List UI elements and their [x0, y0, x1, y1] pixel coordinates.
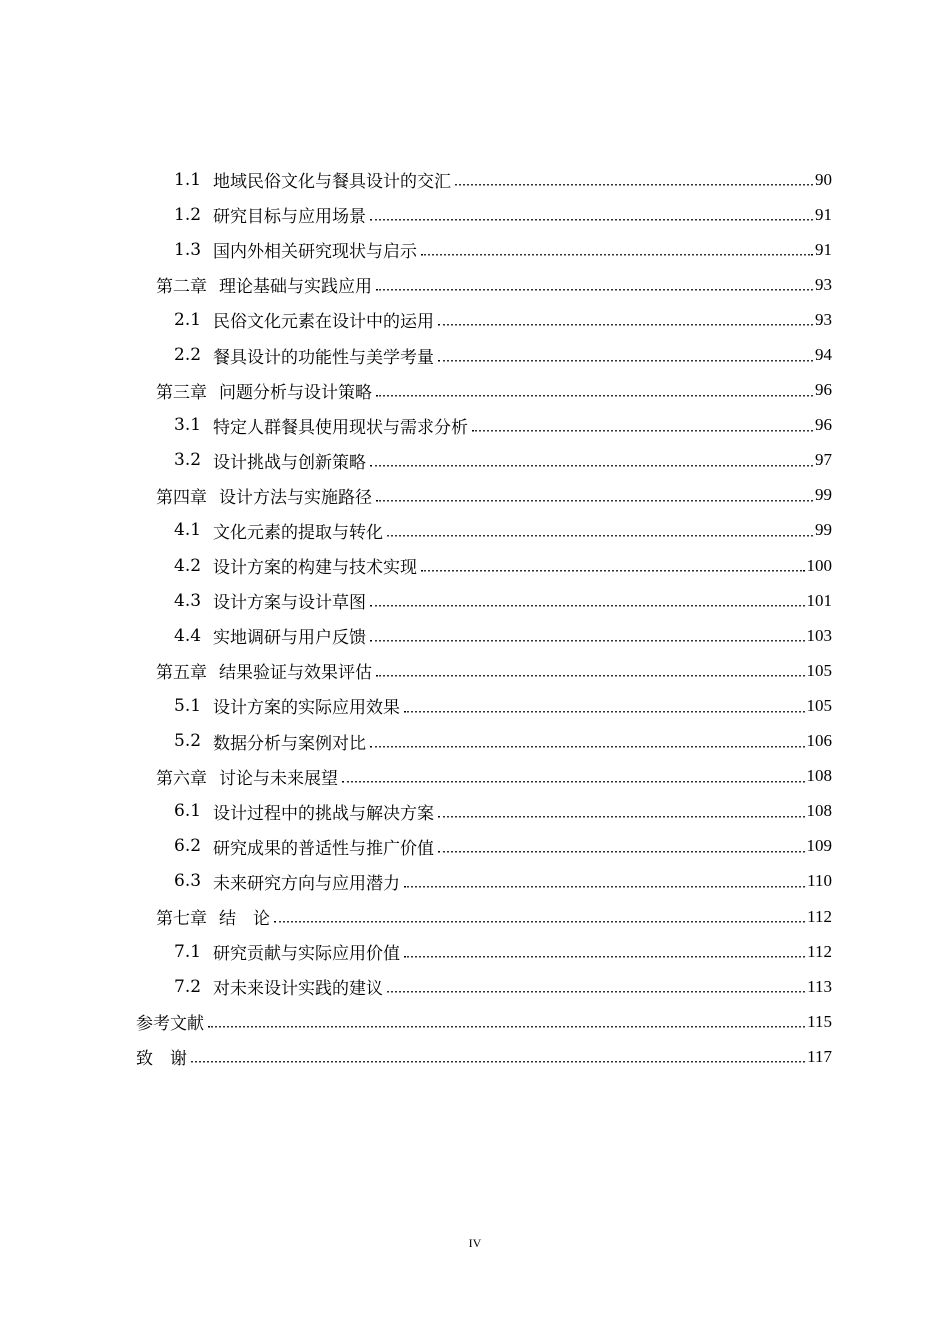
- toc-dot-leader: [404, 956, 805, 958]
- toc-section-entry[interactable]: [0, 829, 950, 864]
- toc-entry-title: 文化元素的提取与转化: [213, 522, 384, 543]
- toc-entry-title: 结 论: [219, 909, 270, 930]
- toc-section-entry[interactable]: [0, 934, 950, 969]
- toc-section-entry[interactable]: [0, 337, 950, 372]
- toc-entry-page: 97: [815, 450, 832, 470]
- toc-entry-page: 96: [815, 415, 832, 435]
- toc-chapter-entry[interactable]: [0, 478, 950, 513]
- toc-entry-page: 109: [806, 836, 832, 856]
- toc-chapter-entry[interactable]: [0, 653, 950, 688]
- toc-entry[interactable]: [0, 1004, 950, 1039]
- toc-entry-page: 99: [815, 485, 832, 505]
- toc-entry-title: 研究目标与应用场景: [213, 207, 367, 228]
- toc-entry-page: 90: [815, 169, 832, 189]
- toc-section-entry[interactable]: [0, 969, 950, 1004]
- toc-entry-number: 4.2: [174, 555, 202, 576]
- toc-dot-leader: [376, 675, 805, 677]
- toc-entry-number: 7.1: [174, 941, 202, 962]
- toc-entry-number: 第六章: [156, 768, 207, 789]
- toc-dot-leader: [370, 605, 804, 607]
- toc-dot-leader: [274, 921, 805, 923]
- toc-entry-number: 4.4: [174, 625, 202, 646]
- toc-entry-title: 特定人群餐具使用现状与需求分析: [213, 417, 469, 438]
- toc-entry-number: 1.2: [174, 204, 202, 225]
- toc-entry-title: 设计方案的构建与技术实现: [213, 558, 418, 579]
- toc-entry-page: 113: [807, 976, 832, 996]
- toc-dot-leader: [472, 429, 813, 431]
- toc-dot-leader: [208, 1026, 805, 1028]
- toc-entry-title: 国内外相关研究现状与启示: [213, 242, 418, 263]
- toc-dot-leader: [438, 850, 804, 852]
- toc-dot-leader: [191, 1061, 805, 1063]
- toc-dot-leader: [370, 219, 813, 221]
- toc-entry-number: 1.3: [174, 239, 202, 260]
- toc-section-entry[interactable]: [0, 688, 950, 723]
- toc-entry-page: 94: [815, 345, 832, 365]
- toc-section-entry[interactable]: [0, 548, 950, 583]
- toc-entry-page: 99: [815, 520, 832, 540]
- toc-entry-title: 参考文献: [136, 1014, 204, 1035]
- toc-entry-number: 第四章: [156, 487, 207, 508]
- toc-section-entry[interactable]: [0, 443, 950, 478]
- toc-entry-number: 第七章: [156, 909, 207, 930]
- toc-entry-number: 1.1: [174, 169, 202, 190]
- toc-entry-page: 93: [815, 309, 832, 329]
- toc-entry-number: 第二章: [156, 277, 207, 298]
- toc-entry-number: 5.2: [174, 731, 202, 752]
- toc-section-entry[interactable]: [0, 302, 950, 337]
- toc-dot-leader: [404, 886, 805, 888]
- toc-entry-page: 110: [807, 871, 832, 891]
- toc-section-entry[interactable]: [0, 513, 950, 548]
- toc-entry-title: 地域民俗文化与餐具设计的交汇: [213, 172, 452, 193]
- toc-entry-number: 6.2: [174, 836, 202, 857]
- toc-entry-title: 设计方法与实施路径: [219, 487, 372, 508]
- toc-entry[interactable]: [0, 1039, 950, 1074]
- toc-entry-title: 问题分析与设计策略: [219, 382, 372, 403]
- toc-dot-leader: [376, 394, 813, 396]
- toc-entry-title: 研究贡献与实际应用价值: [213, 944, 401, 965]
- table-of-contents: [0, 162, 950, 1074]
- toc-section-entry[interactable]: [0, 197, 950, 232]
- toc-section-entry[interactable]: [0, 724, 950, 759]
- toc-entry-page: 117: [807, 1046, 832, 1066]
- toc-entry-number: 第三章: [156, 382, 207, 403]
- toc-entry-title: 民俗文化元素在设计中的运用: [213, 312, 435, 333]
- toc-entry-title: 实地调研与用户反馈: [213, 628, 367, 649]
- toc-entry-page: 112: [807, 941, 832, 961]
- toc-entry-title: 致 谢: [136, 1049, 187, 1070]
- toc-entry-page: 115: [807, 1011, 832, 1031]
- page-number: IV: [468, 1236, 482, 1250]
- toc-entry-title: 研究成果的普适性与推广价值: [213, 838, 435, 859]
- toc-entry-page: 106: [806, 731, 832, 751]
- toc-dot-leader: [370, 640, 804, 642]
- toc-section-entry[interactable]: [0, 583, 950, 618]
- toc-entry-title: 设计方案的实际应用效果: [213, 698, 401, 719]
- toc-entry-page: 108: [806, 801, 832, 821]
- toc-section-entry[interactable]: [0, 794, 950, 829]
- toc-entry-page: 100: [806, 555, 832, 575]
- toc-dot-leader: [387, 535, 813, 537]
- toc-entry-title: 对未来设计实践的建议: [213, 979, 384, 1000]
- toc-dot-leader: [370, 745, 804, 747]
- toc-entry-number: 7.2: [174, 976, 202, 997]
- toc-entry-title: 理论基础与实践应用: [219, 277, 372, 298]
- toc-entry-title: 数据分析与案例对比: [213, 733, 367, 754]
- toc-entry-page: 103: [806, 625, 832, 645]
- toc-entry-title: 设计挑战与创新策略: [213, 452, 367, 473]
- toc-chapter-entry[interactable]: [0, 899, 950, 934]
- toc-section-entry[interactable]: [0, 864, 950, 899]
- toc-entry-title: 餐具设计的功能性与美学考量: [213, 347, 435, 368]
- toc-entry-page: 112: [807, 906, 832, 926]
- toc-entry-page: 96: [815, 380, 832, 400]
- toc-entry-page: 105: [806, 660, 832, 680]
- toc-entry-number: 4.3: [174, 590, 202, 611]
- toc-dot-leader: [438, 815, 804, 817]
- toc-entry-page: 105: [806, 695, 832, 715]
- toc-dot-leader: [404, 710, 804, 712]
- toc-entry-number: 2.1: [174, 309, 202, 330]
- toc-section-entry[interactable]: [0, 408, 950, 443]
- toc-dot-leader: [421, 254, 813, 256]
- toc-entry-title: 设计过程中的挑战与解决方案: [213, 803, 435, 824]
- toc-dot-leader: [455, 184, 813, 186]
- toc-entry-page: 108: [806, 766, 832, 786]
- toc-chapter-entry[interactable]: [0, 267, 950, 302]
- toc-dot-leader: [342, 780, 805, 782]
- toc-entry-page: 91: [815, 239, 832, 259]
- toc-entry-number: 4.1: [174, 520, 202, 541]
- toc-section-entry[interactable]: [0, 162, 950, 197]
- toc-entry-page: 101: [806, 590, 832, 610]
- toc-entry-number: 第五章: [156, 663, 207, 684]
- toc-dot-leader: [438, 324, 813, 326]
- toc-chapter-entry[interactable]: [0, 373, 950, 408]
- toc-entry-number: 6.3: [174, 871, 202, 892]
- toc-entry-number: 5.1: [174, 695, 202, 716]
- toc-section-entry[interactable]: [0, 232, 950, 267]
- toc-entry-number: 3.2: [174, 450, 202, 471]
- toc-entry-title: 未来研究方向与应用潜力: [213, 873, 401, 894]
- toc-entry-title: 讨论与未来展望: [219, 768, 338, 789]
- toc-chapter-entry[interactable]: [0, 759, 950, 794]
- toc-entry-number: 2.2: [174, 345, 202, 366]
- toc-dot-leader: [376, 500, 813, 502]
- toc-entry-title: 设计方案与设计草图: [213, 593, 367, 614]
- toc-section-entry[interactable]: [0, 618, 950, 653]
- toc-dot-leader: [370, 464, 813, 466]
- toc-dot-leader: [421, 570, 804, 572]
- toc-entry-number: 3.1: [174, 415, 202, 436]
- toc-dot-leader: [387, 991, 805, 993]
- toc-dot-leader: [376, 289, 813, 291]
- toc-dot-leader: [438, 359, 813, 361]
- toc-entry-page: 93: [815, 274, 832, 294]
- toc-entry-title: 结果验证与效果评估: [219, 663, 372, 684]
- toc-entry-number: 6.1: [174, 801, 202, 822]
- toc-entry-page: 91: [815, 204, 832, 224]
